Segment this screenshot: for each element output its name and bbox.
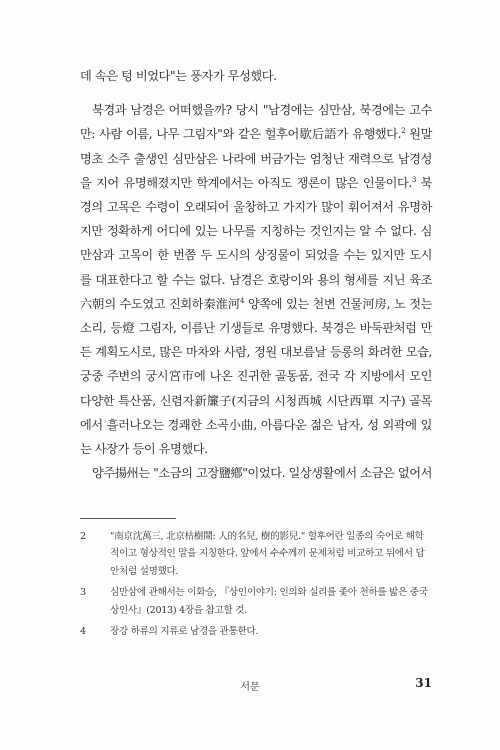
main-text [80,64,432,485]
page-number: 31 [415,676,432,690]
running-footer-title: 서문 [240,682,260,693]
paragraph-text: 데 속은 텅 비었다"는 풍자가 무성했다. [80,69,277,83]
footnote-text: "南京沈萬三, 北京枯樹鬧: 人的名兒, 樹的影兒." 헐후어란 일종의 숙어로 해학적이고 형상적인 말을 지칭한다. 앞에서 수수께끼 문제처럼 비교하고 뒤에서 답안처럼 설명했다. [110,531,425,577]
paragraph-text: 원말 명초 소주 출생인 심만삼은 나라에 버금가는 엄청난 재력으로 남경성을 지어 유명해졌지만 학계에서는 아직도 쟁론이 많은 인물이다. [80,127,432,190]
footnote-item [80,623,432,640]
footnote-item [80,584,432,619]
footnotes [80,528,432,644]
footnote-text: 장강 하류의 지류로 남경을 관통한다. [110,626,259,638]
footnote-ref-4: 4 [240,296,245,305]
footnote-item [80,528,432,580]
footnote-divider [80,518,176,519]
footnote-text: 심만삼에 관해서는 이화승, 『상인이야기: 인의와 실리를 좇아 천하를 밟은 중국 상인사』(2013) 4장을 참고할 것. [110,587,428,616]
paragraph-text: 북경과 남경은 어떠했을까? 당시 "남경에는 심만삼, 북경에는 고수만: 사람 이름, 나무 그림자"와 같은 헐후어歇后語가 유행했다. [80,103,432,142]
paragraph-continuation [80,64,432,88]
paragraph-yangzhou [80,461,432,485]
footnote-number: 4 [80,626,86,638]
footnote-ref-2: 2 [401,127,406,136]
paragraph-beijing-nanjing [80,98,432,461]
footnote-number: 3 [80,587,86,599]
footnote-ref-3: 3 [411,175,416,184]
paragraph-text: 북경의 고목은 수령이 오래되어 울창하고 가지가 많이 휘어져서 유명하지만 정확하게 어디에 있는 나무를 지칭하는 것인지는 알 수 없다. 심만삼과 고목이 한 번쯤 두 도시의 상징물이 되었을 수는 있지만 도시를 대표한다고 할 수는 없다. 남경은 호랑이와 용의 형세를 지닌 육조六朝의 수도였고 진회하秦淮河 [80,175,432,311]
paragraph-text: 양쪽에 있는 천변 건물河房, 노 젓는 소리, 등燈 그림자, 이름난 기생들로 유명했다. 북경은 바둑판처럼 만든 계획도시로, 많은 마차와 사람, 정원 대보름날 등롱의 화려한 모습, 궁중 주변의 궁시宮市에 나온 진귀한 골동품, 전국 각 지방에서 모인 다양한 특산품, 신렴자新簾子(지금의 시청西城 시단西單 지구) 골목에서 흘러나오는 경쾌한 소곡小曲, 아름다운 젊은 남자, 성 외곽에 있는 사장가 등이 유명했다. [80,296,433,457]
paragraph-text: 양주揚州는 "소금의 고장鹽鄕"이었다. 일상생활에서 소금은 없어서 [92,466,432,481]
footnote-number: 2 [80,531,86,542]
